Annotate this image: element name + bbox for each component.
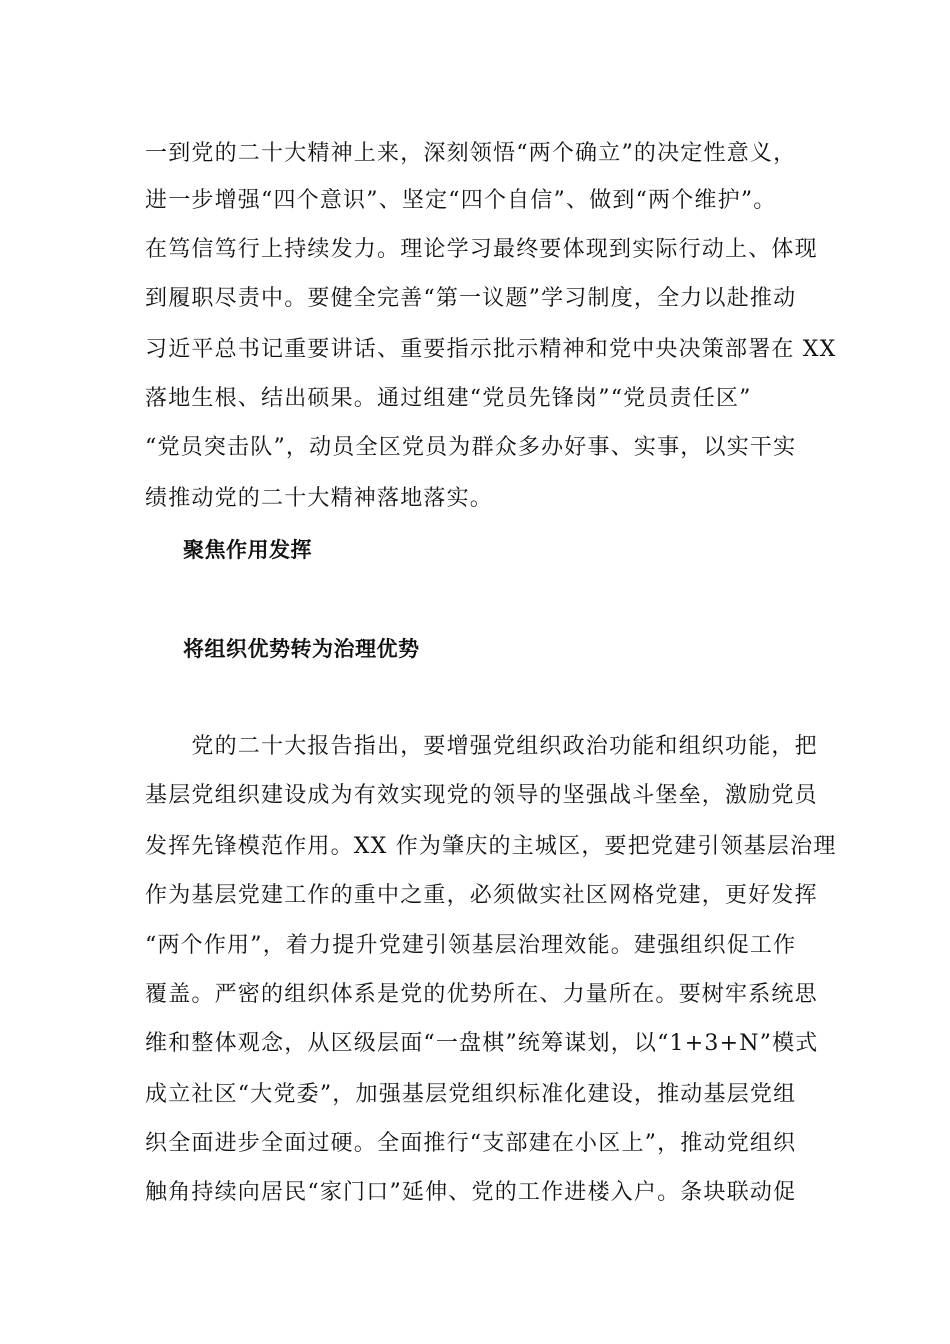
paragraph-1-line: 落地生根、结出硕果。通过组建“党员先锋岗”“党员责任区” xyxy=(145,386,752,411)
paragraph-2-line: 作为基层党建工作的重中之重，必须做实社区网格党建，更好发挥 xyxy=(145,883,818,908)
paragraph-2-line: “两个作用”，着力提升党建引领基层治理效能。建强组织促工作 xyxy=(145,933,797,958)
paragraph-1-line: 绩推动党的二十大精神落地落实。 xyxy=(145,486,494,511)
paragraph-1-line: 习近平总书记重要讲话、重要指示批示精神和党中央决策部署在 XX xyxy=(145,337,837,362)
paragraph-2-line: 党的二十大报告指出，要增强党组织政治功能和组织功能，把 xyxy=(145,734,818,759)
paragraph-1-line: 到履职尽责中。要健全完善“第一议题”学习制度，全力以赴推动 xyxy=(145,286,797,311)
paragraph-1-line: 一到党的二十大精神上来，深刻领悟“两个确立”的决定性意义， xyxy=(145,141,797,166)
paragraph-2-line: 织全面进步全面过硬。全面推行“支部建在小区上”，推动党组织 xyxy=(145,1131,797,1156)
paragraph-2-line: 发挥先锋模范作用。XX 作为肇庆的主城区，要把党建引领基层治理 xyxy=(145,834,837,859)
paragraph-2-line: 基层党组织建设成为有效实现党的领导的坚强战斗堡垒，激励党员 xyxy=(145,783,818,808)
paragraph-2-line: 覆盖。严密的组织体系是党的优势所在、力量所在。要树牢系统思 xyxy=(145,982,818,1007)
section-heading: 聚焦作用发挥 xyxy=(183,538,312,562)
paragraph-1-line: 进一步增强“四个意识”、坚定“四个自信”、做到“两个维护”。 xyxy=(145,188,777,213)
paragraph-2-line: 成立社区“大党委”，加强基层党组织标准化建设，推动基层党组 xyxy=(145,1082,797,1107)
subsection-heading: 将组织优势转为治理优势 xyxy=(183,637,420,661)
paragraph-2-line: 维和整体观念，从区级层面“一盘棋”统筹谋划，以“1+3+N”模式 xyxy=(145,1031,819,1056)
paragraph-2-line: 触角持续向居民“家门口”延伸、党的工作进楼入户。条块联动促 xyxy=(145,1180,797,1205)
paragraph-1-line: “党员突击队”，动员全区党员为群众多办好事、实事，以实干实 xyxy=(145,435,797,460)
paragraph-1-line: 在笃信笃行上持续发力。理论学习最终要体现到实际行动上、体现 xyxy=(145,237,818,262)
